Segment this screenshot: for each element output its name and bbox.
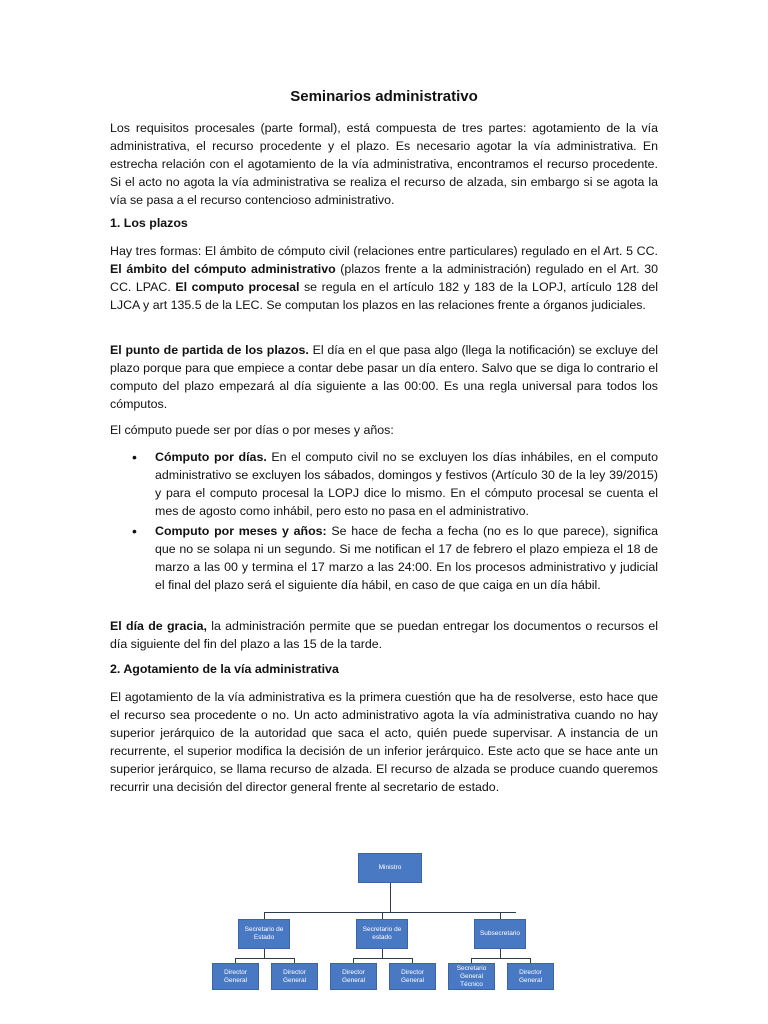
section-2-heading: 2. Agotamiento de la vía administrativa <box>110 662 339 676</box>
org-box-level3: Director General <box>389 963 436 990</box>
intro-paragraph: Los requisitos procesales (parte formal), está compuesta de tres partes: agotamiento de la vía administrativa, el recurso procedente y el plazo. Es necesario agotar la vía administrativa. En estrecha relación con el agotamiento de la vía administrativa, encontramos el recurso procedente. Si el acto no agota la vía administrativa se realiza el recurso de alzada, sin embargo si se agota la vía se pasa a el recurso contencioso administrativo. <box>110 121 658 207</box>
org-box-level3: Secretario General Técnico <box>448 963 495 990</box>
list-item <box>110 448 658 520</box>
p4-a: El día de gracia, <box>110 619 212 633</box>
org-box-level3: Director General <box>330 963 377 990</box>
p2-a: El punto de partida de los plazos. <box>110 343 313 357</box>
document-title: Seminarios administrativo <box>290 88 478 105</box>
plazos-paragraph <box>110 242 658 314</box>
section-1-heading: 1. Los plazos <box>110 216 188 230</box>
connector-line <box>390 882 391 912</box>
org-box-level2: Subsecretario <box>474 919 526 949</box>
p1-b: (relaciones entre particulares) regulado en el Art. 5 CC. <box>353 244 658 258</box>
bullet-icon: • <box>132 449 137 465</box>
p1-a: Hay tres formas: El ámbito de cómputo civil <box>110 244 354 258</box>
p1-f: se regula en el artículo 182 y 183 de la LOPJ, artículo 128 del LJCA y art 135.5 de la LEC. Se computan los plazos en las relaciones frente a órganos judiciales. <box>110 280 658 312</box>
p1-d: (plazos frente a la administración) regulado en el Art. 30 CC. LPAC. <box>110 262 659 294</box>
punto-partida-paragraph <box>110 341 658 413</box>
list-item <box>110 522 658 594</box>
connector-line <box>264 948 265 958</box>
org-box-level3: Director General <box>212 963 259 990</box>
connector-line <box>353 958 413 959</box>
bullet-2-bold: Computo por meses y años: <box>155 524 332 538</box>
dia-gracia-paragraph <box>110 617 658 653</box>
p1-e: El computo procesal <box>175 280 304 294</box>
bullet-1-text: En el computo civil no se excluyen los días inhábiles, en el computo administrativo se excluyen los sábados, domingos y festivos (Artículo 30 de la ley 39/2015) y para el computo procesal la LOPJ dice lo mismo. En el cómputo procesal se cuenta el mes de agosto como inhábil, pero esto no pasa en el administrativo. <box>155 450 658 518</box>
connector-line <box>471 958 531 959</box>
agotamiento-paragraph: El agotamiento de la vía administrativa es la primera cuestión que ha de resolverse, esto hace que el recurso sea procedente o no. Un acto administrativo agota la vía administrativa cuando no hay superior jerárquico de la autoridad que saca el acto, quién puede supervisar. A instancia de un recurrente, el superior modifica la decisión de un inferior jerárquico. Este acto que se hace ante un superior jerárquico, se llama recurso de alzada. El recurso de alzada se produce cuando queremos recurrir una decisión del director general frente al secretario de estado. <box>110 690 658 794</box>
org-box-root: Ministro <box>358 853 422 883</box>
p2-b: El día en el que pasa algo (llega la notificación) se excluye del plazo porque para que empiece a contar debe pasar un día entero. Salvo que se diga lo contrario el computo del plazo empezará al día siguiente a las 00:00. Es una regla universal para todos los cómputos. <box>110 343 658 411</box>
connector-line <box>382 948 383 958</box>
connector-line <box>235 958 295 959</box>
org-box-level3: Director General <box>271 963 318 990</box>
p1-c: El ámbito del cómputo administrativo <box>110 262 341 276</box>
connector-line <box>264 912 516 913</box>
org-box-level2: Secretario de Estado <box>238 919 290 949</box>
p4-b: la administración permite que se puedan entregar los documentos o recursos el día siguiente del fin del plazo a las 15 de la tarde. <box>110 619 658 651</box>
bullet-1-bold: Cómputo por días. <box>155 450 272 464</box>
org-box-level2: Secretario de estado <box>356 919 408 949</box>
connector-line <box>500 948 501 958</box>
computo-list <box>110 448 658 596</box>
computo-intro: El cómputo puede ser por días o por meses y años: <box>110 423 394 437</box>
bullet-2-text: Se hace de fecha a fecha (no es lo que parece), significa que no se solapa ni un segundo. Si me notifican el 17 de febrero el plazo empieza el 18 de marzo a las 00 y termina el 17 marzo a las 24:00. En los procesos administrativo y judicial el final del plazo será el siguiente día hábil, en caso de que caiga en un día hábil. <box>155 524 659 592</box>
bullet-icon: • <box>132 523 137 539</box>
org-box-level3: Director General <box>507 963 554 990</box>
